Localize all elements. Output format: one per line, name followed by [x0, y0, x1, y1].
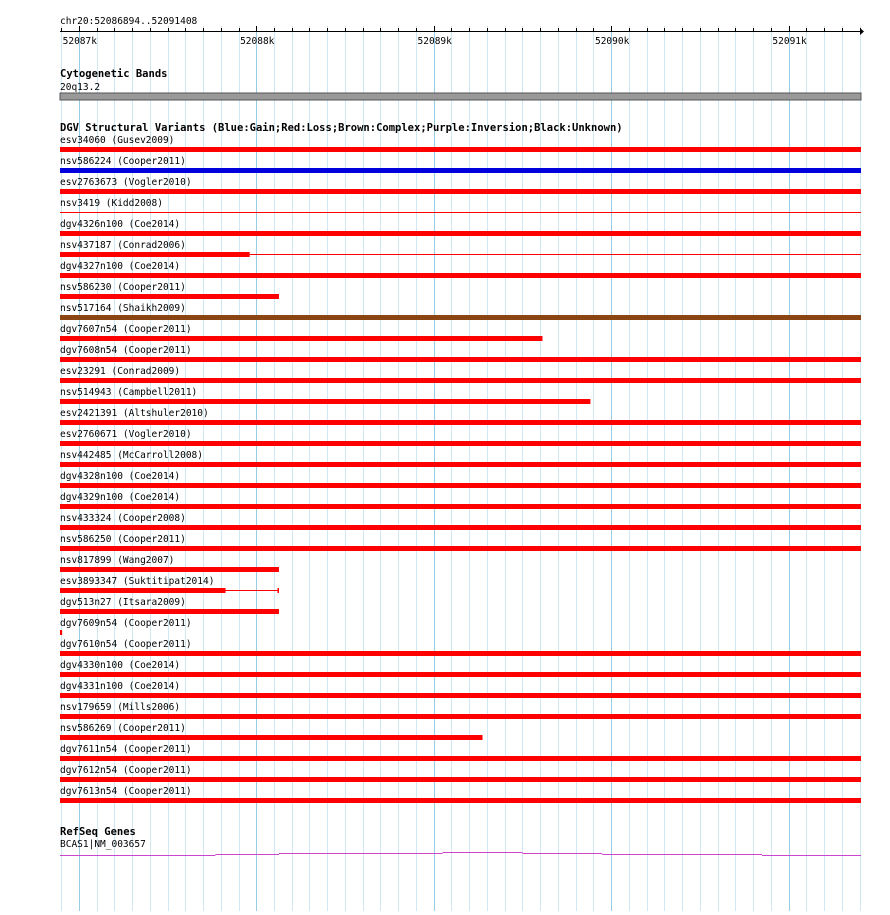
dgv-feature-bar[interactable] — [60, 546, 861, 551]
cytoband-track-title: Cytogenetic Bands — [60, 68, 168, 80]
dgv-feature[interactable] — [60, 156, 861, 173]
dgv-feature-label[interactable]: dgv7610n54 (Cooper2011) — [60, 639, 192, 650]
dgv-feature-bar[interactable] — [60, 168, 861, 173]
gene-intron-line[interactable] — [522, 853, 602, 854]
dgv-feature-bar[interactable] — [60, 357, 861, 362]
dgv-feature[interactable] — [60, 261, 861, 278]
dgv-feature-label[interactable]: nsv437187 (Conrad2006) — [60, 240, 186, 251]
location-label: chr20:52086894..52091408 — [60, 16, 198, 27]
dgv-feature-bar[interactable] — [60, 798, 861, 803]
dgv-feature-line[interactable] — [60, 212, 861, 213]
dgv-feature[interactable] — [60, 723, 483, 740]
dgv-feature-label[interactable]: dgv7608n54 (Cooper2011) — [60, 345, 192, 356]
dgv-feature[interactable] — [60, 681, 861, 698]
dgv-feature-end-tick — [277, 588, 279, 593]
dgv-feature-bar[interactable] — [60, 714, 861, 719]
dgv-feature-label[interactable]: dgv7609n54 (Cooper2011) — [60, 618, 192, 629]
refseq-track — [60, 826, 861, 856]
dgv-feature-line[interactable] — [226, 590, 279, 591]
dgv-feature-bar[interactable] — [60, 672, 861, 677]
dgv-feature-bar[interactable] — [60, 651, 861, 656]
gene-intron-line[interactable] — [602, 854, 762, 855]
ruler-tick-label: 52091k — [772, 36, 807, 47]
gene-intron-line[interactable] — [60, 855, 215, 856]
dgv-feature-bar[interactable] — [60, 609, 279, 614]
gene-intron-line[interactable] — [443, 852, 523, 853]
dgv-track-title: DGV Structural Variants (Blue:Gain;Red:Loss;Brown:Complex;Purple:Inversion;Black:Unknown) — [60, 122, 623, 134]
dgv-feature-bar[interactable] — [60, 588, 226, 593]
dgv-feature-label[interactable]: nsv179659 (Mills2006) — [60, 702, 181, 713]
dgv-feature-bar[interactable] — [60, 378, 861, 383]
dgv-feature-label[interactable]: dgv513n27 (Itsara2009) — [60, 597, 186, 608]
ruler-tick-label: 52089k — [417, 36, 452, 47]
gene-model-bcas1[interactable] — [60, 852, 861, 856]
dgv-feature-label[interactable]: nsv817899 (Wang2007) — [60, 555, 175, 566]
ruler-tick-label: 52087k — [62, 36, 97, 47]
dgv-feature[interactable] — [60, 597, 279, 614]
dgv-feature[interactable] — [60, 786, 861, 803]
dgv-feature[interactable] — [60, 765, 861, 782]
dgv-feature[interactable] — [60, 555, 279, 572]
cytoband-bar[interactable] — [60, 93, 861, 100]
dgv-feature-bar[interactable] — [60, 504, 861, 509]
dgv-feature[interactable] — [60, 345, 861, 362]
dgv-feature[interactable] — [60, 639, 861, 656]
dgv-feature-label[interactable]: nsv586250 (Cooper2011) — [60, 534, 186, 545]
ruler-tick-label: 52088k — [240, 36, 275, 47]
dgv-feature-bar[interactable] — [60, 231, 861, 236]
dgv-feature[interactable] — [60, 429, 861, 446]
dgv-feature-label[interactable]: dgv4329n100 (Coe2014) — [60, 492, 181, 503]
dgv-feature[interactable] — [60, 408, 861, 425]
dgv-feature[interactable] — [60, 513, 861, 530]
dgv-feature-label[interactable]: nsv586269 (Cooper2011) — [60, 723, 186, 734]
dgv-feature-label[interactable]: esv3893347 (Suktitipat2014) — [60, 576, 215, 587]
dgv-feature-bar[interactable] — [60, 336, 542, 341]
refseq-track-title: RefSeq Genes — [60, 826, 136, 838]
cytoband-track — [60, 68, 861, 100]
dgv-feature[interactable] — [60, 471, 861, 488]
dgv-feature-bar[interactable] — [60, 315, 861, 320]
dgv-feature-bar[interactable] — [60, 483, 861, 488]
dgv-feature-bar[interactable] — [60, 693, 861, 698]
dgv-feature[interactable] — [60, 282, 279, 299]
cytoband-label: 20q13.2 — [60, 82, 101, 93]
dgv-feature-label[interactable]: dgv7607n54 (Cooper2011) — [60, 324, 192, 335]
dgv-feature-list — [60, 135, 861, 803]
dgv-feature[interactable] — [60, 492, 861, 509]
dgv-feature-bar[interactable] — [60, 630, 62, 635]
dgv-feature-label[interactable]: nsv514943 (Campbell2011) — [60, 387, 198, 398]
dgv-feature-label[interactable]: dgv7612n54 (Cooper2011) — [60, 765, 192, 776]
dgv-feature[interactable] — [60, 219, 861, 236]
dgv-feature-label[interactable]: esv34060 (Gusev2009) — [60, 135, 175, 146]
dgv-feature-bar[interactable] — [60, 420, 861, 425]
dgv-feature-bar[interactable] — [60, 567, 279, 572]
dgv-feature-label[interactable]: dgv4330n100 (Coe2014) — [60, 660, 181, 671]
gene-intron-line[interactable] — [215, 854, 279, 855]
dgv-feature-bar[interactable] — [60, 252, 250, 257]
dgv-feature-label[interactable]: dgv4326n100 (Coe2014) — [60, 219, 181, 230]
dgv-feature-label[interactable]: esv2421391 (Altshuler2010) — [60, 408, 209, 419]
dgv-feature[interactable] — [60, 135, 861, 152]
dgv-feature[interactable] — [60, 177, 861, 194]
gene-label[interactable]: BCAS1|NM_003657 — [60, 839, 146, 850]
dgv-feature-label[interactable]: nsv586224 (Cooper2011) — [60, 156, 186, 167]
gene-intron-line[interactable] — [279, 853, 443, 854]
dgv-feature-label[interactable]: dgv7613n54 (Cooper2011) — [60, 786, 192, 797]
dgv-feature-bar[interactable] — [60, 441, 861, 446]
dgv-feature-bar[interactable] — [60, 525, 861, 530]
dgv-feature-bar[interactable] — [60, 777, 861, 782]
dgv-feature-label[interactable]: nsv433324 (Cooper2008) — [60, 513, 186, 524]
dgv-feature-label[interactable]: dgv4331n100 (Coe2014) — [60, 681, 181, 692]
gene-intron-line[interactable] — [762, 855, 861, 856]
dgv-feature-bar[interactable] — [60, 189, 861, 194]
dgv-feature-bar[interactable] — [60, 462, 861, 467]
dgv-feature-bar[interactable] — [60, 399, 590, 404]
dgv-feature-label[interactable]: nsv442485 (McCarroll2008) — [60, 450, 203, 461]
dgv-feature-label[interactable]: esv23291 (Conrad2009) — [60, 366, 181, 377]
dgv-feature[interactable] — [60, 303, 861, 320]
dgv-feature-label[interactable]: dgv4327n100 (Coe2014) — [60, 261, 181, 272]
dgv-track — [60, 122, 861, 803]
dgv-feature-label[interactable]: nsv3419 (Kidd2008) — [60, 198, 163, 209]
dgv-feature[interactable] — [60, 387, 590, 404]
dgv-feature[interactable] — [60, 660, 861, 677]
dgv-feature-bar[interactable] — [60, 147, 861, 152]
dgv-feature-bar[interactable] — [60, 294, 279, 299]
dgv-feature-line[interactable] — [250, 254, 861, 255]
dgv-feature-bar[interactable] — [60, 735, 483, 740]
ruler-tick-label: 52090k — [594, 36, 630, 47]
dgv-feature[interactable] — [60, 744, 861, 761]
dgv-feature-bar[interactable] — [60, 756, 861, 761]
dgv-feature-label[interactable]: nsv586230 (Cooper2011) — [60, 282, 186, 293]
dgv-feature-label[interactable]: esv2763673 (Vogler2010) — [60, 177, 192, 188]
dgv-feature[interactable] — [60, 450, 861, 467]
dgv-feature-label[interactable]: dgv7611n54 (Cooper2011) — [60, 744, 192, 755]
dgv-feature[interactable] — [60, 576, 279, 593]
dgv-feature[interactable] — [60, 534, 861, 551]
dgv-feature[interactable] — [60, 240, 861, 257]
coordinate-ruler[interactable] — [60, 26, 864, 47]
dgv-feature[interactable] — [60, 198, 861, 213]
dgv-feature-label[interactable]: dgv4328n100 (Coe2014) — [60, 471, 181, 482]
dgv-feature[interactable] — [60, 366, 861, 383]
ruler-arrow-icon — [860, 28, 864, 35]
dgv-feature-label[interactable]: nsv517164 (Shaikh2009) — [60, 303, 186, 314]
dgv-feature-label[interactable]: esv2760671 (Vogler2010) — [60, 429, 192, 440]
dgv-feature-bar[interactable] — [60, 273, 861, 278]
dgv-feature[interactable] — [60, 702, 861, 719]
dgv-feature[interactable] — [60, 324, 542, 341]
